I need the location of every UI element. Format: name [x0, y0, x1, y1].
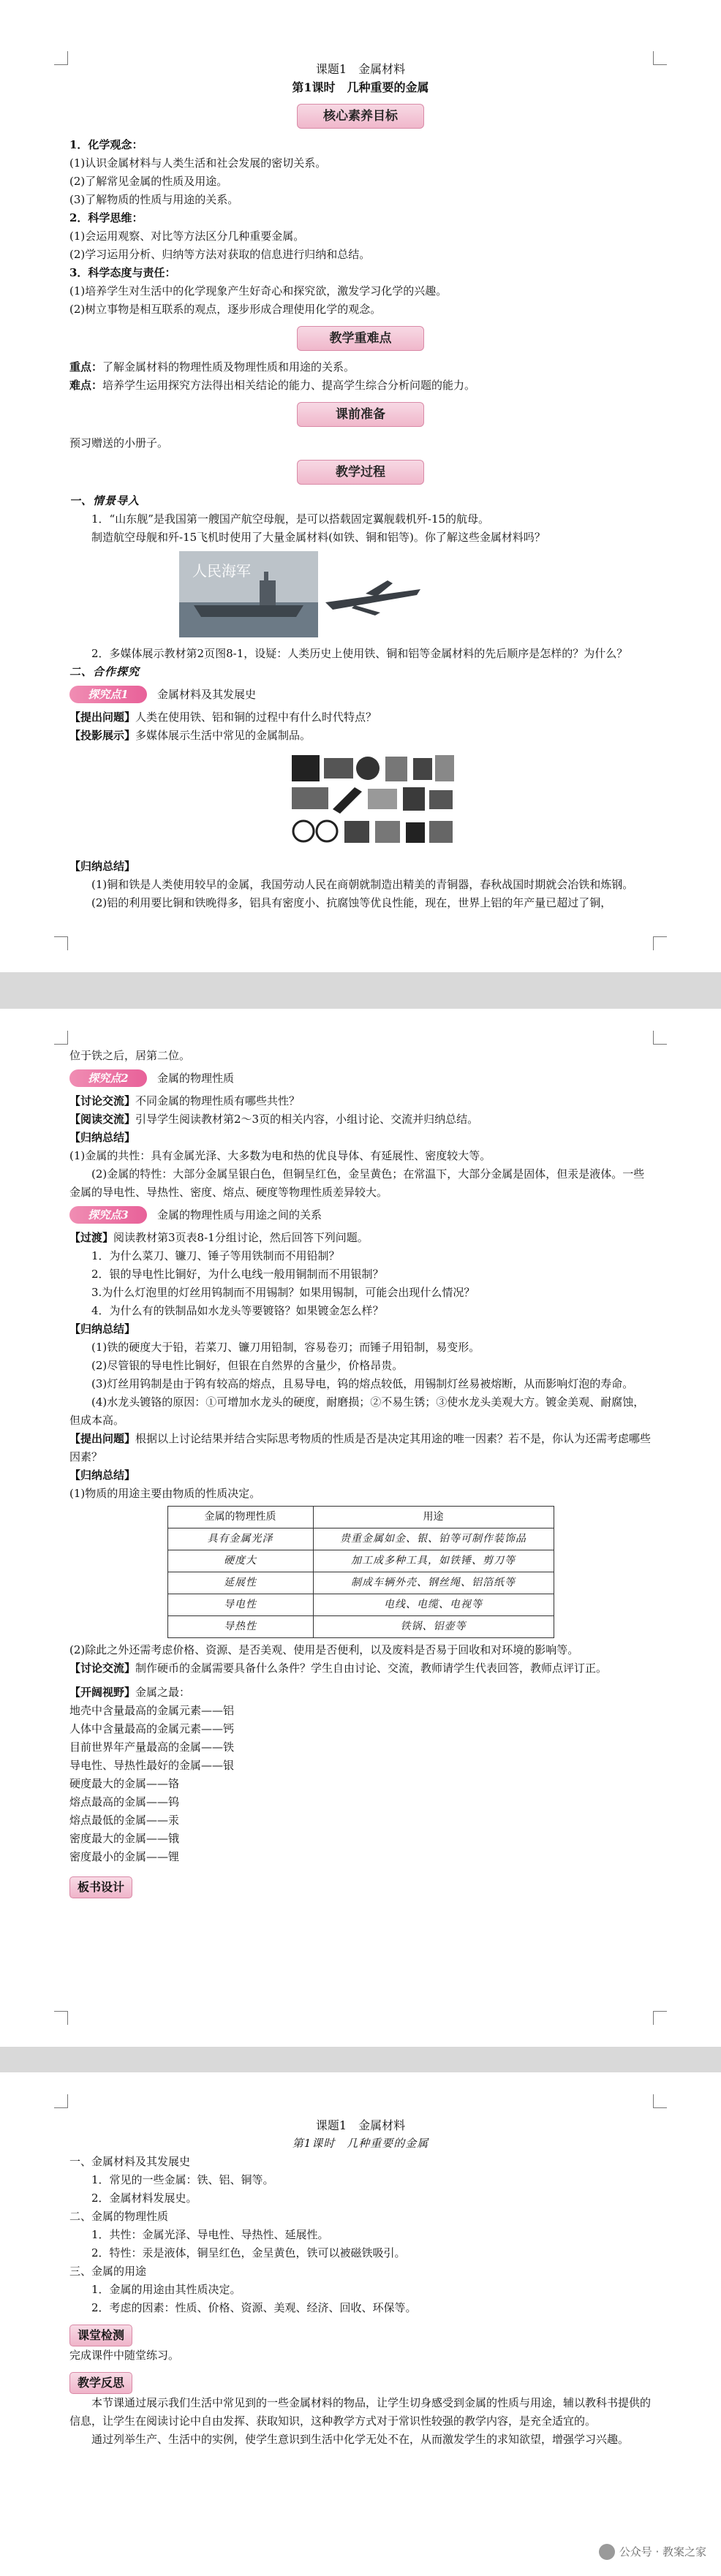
question-line: 3.为什么灯泡里的灯丝用钨制而不用锡制？如果用锡制，可能会出现什么情况？: [91, 1286, 475, 1299]
corner-mark: [653, 2011, 667, 2025]
table-header: 金属的物理性质: [167, 1507, 313, 1528]
record-line: 熔点最低的金属——汞: [69, 1814, 180, 1827]
keypoint-label: 重点：: [69, 360, 103, 374]
explore-tag-2: 探究点2: [69, 1069, 147, 1087]
read-label: 【阅读交流】: [69, 1113, 136, 1126]
goal-line: (1)认识金属材料与人类生活和社会发展的密切关系。: [69, 156, 327, 170]
intro-line: 1．“山东舰”是我国第一艘国产航空母舰，是可以搭载固定翼舰载机歼-15的航母。: [91, 512, 490, 526]
outline-line: 2．金属材料发展史。: [91, 2192, 197, 2205]
outline-line: 1．共性：金属光泽、导电性、导热性、延展性。: [91, 2228, 329, 2241]
literacy-banner: 核心素养目标: [297, 104, 424, 129]
summary-label: 【归纳总结】: [69, 860, 136, 873]
outline-line: 1．金属的用途由其性质决定。: [91, 2283, 241, 2296]
summary-text: (1)铁的硬度大于铅，若菜刀、镰刀用铅制，容易卷刃；而锤子用铅制，易变形。: [91, 1341, 480, 1354]
record-line: 密度最小的金属——锂: [69, 1850, 180, 1863]
lesson-title: 第1课时 几种重要的金属: [292, 80, 429, 94]
summary-text: (2)除此之外还需考虑价格、资源、是否美观、使用是否便利，以及废料是否易于回收和对环境的影响等。: [69, 1643, 579, 1656]
expand-label: 【开阔视野】: [69, 1686, 136, 1699]
page-2: [0, 1009, 721, 2047]
raise-text: 根据以上讨论结果并结合实际思考物质的性质是否是决定其用途的唯一因素？若不是，你认为还需考虑哪些因素？: [69, 1432, 652, 1463]
explore-title-2: 金属的物理性质: [157, 1072, 235, 1085]
prep-banner: 课前准备: [297, 402, 424, 427]
corner-mark: [653, 1031, 667, 1045]
goal-line: 1．化学观念：: [69, 138, 143, 151]
intro-line: 制造航空母舰和歼-15飞机时使用了大量金属材料(如铁、铜和铝等)。你了解这些金属材料吗？: [91, 531, 546, 544]
corner-mark: [653, 51, 667, 65]
corner-mark: [653, 2094, 667, 2108]
corner-mark: [653, 936, 667, 950]
table-row: [167, 1528, 554, 1550]
explore-heading: 二、合作探究: [69, 665, 140, 678]
table-cell: 硬度大: [167, 1550, 313, 1572]
table-cell: 延展性: [167, 1572, 313, 1594]
record-line: 硬度最大的金属——铬: [69, 1777, 180, 1790]
property-use-table: [167, 1506, 554, 1638]
corner-mark: [54, 2011, 68, 2025]
summary-text: (4)水龙头镀铬的原因：①可增加水龙头的硬度，耐磨损；②不易生锈；③使水龙头美观大方。镀金美观、耐腐蚀，但成本高。: [69, 1395, 645, 1427]
record-line: 导电性、导热性最好的金属——银: [69, 1759, 235, 1772]
table-cell: 贵重金属如金、银、铂等可制作装饰品: [313, 1528, 554, 1550]
summary-label: 【归纳总结】: [69, 1322, 136, 1336]
board-design-tag: 板书设计: [69, 1876, 132, 1898]
table-row: [167, 1594, 554, 1616]
wechat-icon: [599, 2544, 615, 2560]
reflection-text: 通过列举生产、生活中的实例，使学生意识到生活中化学无处不在，从而激发学生的求知欲望，增强学习兴趣。: [91, 2433, 630, 2446]
difficulty-label: 难点：: [69, 379, 103, 392]
summary-text: (1)金属的共性：具有金属光泽、大多数为电和热的优良导体、有延展性、密度较大等。: [69, 1149, 491, 1162]
record-line: 人体中含量最高的金属元素——钙: [69, 1722, 235, 1735]
discuss-label: 【讨论交流】: [69, 1094, 136, 1107]
question-line: 2．银的导电性比铜好，为什么电线一般用铜制而不用银制？: [91, 1268, 384, 1281]
lesson-title: 第1课时 几种重要的金属: [292, 2137, 429, 2150]
table-row: [167, 1550, 554, 1572]
outline-line: 2．特性：汞是液体，铜呈红色，金呈黄色，铁可以被磁铁吸引。: [91, 2246, 406, 2259]
summary-text: (1)铜和铁是人类使用较早的金属，我国劳动人民在商朝就制造出精美的青铜器，春秋战国时期就会冶铁和炼钢。: [91, 878, 634, 891]
prep-text: 预习赠送的小册子。: [69, 436, 169, 450]
explore-tag-3: 探究点3: [69, 1206, 147, 1224]
goal-line: (2)了解常见金属的性质及用途。: [69, 175, 228, 188]
page-1: [0, 0, 721, 972]
discuss-label: 【讨论交流】: [69, 1662, 136, 1675]
reflection-tag: 教学反思: [69, 2372, 132, 2394]
corner-mark: [54, 1031, 68, 1045]
outline-line: 一、金属材料及其发展史: [69, 2155, 191, 2168]
transition-text: 阅读教材第3页表8-1分组讨论，然后回答下列问题。: [113, 1231, 369, 1244]
summary-text: (2)铝的利用要比铜和铁晚得多，铝具有密度小、抗腐蚀等优良性能，现在，世界上铝的年产量已超过了铜，: [91, 896, 612, 909]
table-cell: 加工成多种工具，如铁锤、剪刀等: [313, 1550, 554, 1572]
explore-tag-1: 探究点1: [69, 686, 147, 703]
summary-label: 【归纳总结】: [69, 1131, 136, 1144]
intro-line: 2．多媒体展示教材第2页图8-1，设疑：人类历史上使用铁、铜和铝等金属材料的先后顺序是怎样的？为什么？: [91, 647, 628, 660]
photo-caption: 人民海军: [192, 562, 251, 580]
record-line: 目前世界年产量最高的金属——铁: [69, 1740, 235, 1754]
outline-line: 1．常见的一些金属：铁、铝、铜等。: [91, 2173, 274, 2186]
outline-line: 2．考虑的因素：性质、价格、资源、美观、经济、回收、环保等。: [91, 2301, 417, 2314]
outline-line: 二、金属的物理性质: [69, 2210, 169, 2223]
metal-products-photo: [289, 751, 652, 852]
expand-title: 金属之最：: [135, 1686, 191, 1699]
intro-heading: 一、情景导入: [69, 494, 140, 507]
discuss-text: 不同金属的物理性质有哪些共性？: [135, 1094, 301, 1107]
table-row: [167, 1572, 554, 1594]
show-text: 多媒体展示生活中常见的金属制品。: [135, 729, 312, 742]
process-banner: 教学过程: [297, 460, 424, 485]
reflection-text: 本节课通过展示我们生活中常见到的一些金属材料的物品，让学生切身感受到金属的性质与用途，辅以教科书提供的信息，让学生在阅读讨论中自由发挥、获取知识，这种教学方式对于常识性较强的教学内容，是充全适宜的。: [69, 2396, 652, 2428]
table-header: 用途: [313, 1507, 554, 1528]
table-cell: 电线、电缆、电视等: [313, 1594, 554, 1616]
watermark: [599, 2544, 706, 2561]
table-cell: 导热性: [167, 1616, 313, 1638]
record-line: 地壳中含量最高的金属元素——铝: [69, 1704, 235, 1717]
transition-label: 【过渡】: [69, 1231, 114, 1244]
goal-line: (2)树立事物是相互联系的观点，逐步形成合理使用化学的观念。: [69, 303, 382, 316]
summary-text: (2)尽管银的导电性比铜好，但银在自然界的含量少，价格昂贵。: [91, 1359, 404, 1372]
goal-line: (3)了解物质的性质与用途的关系。: [69, 193, 239, 206]
topic-title: 课题1 金属材料: [315, 62, 406, 76]
question-label: 【提出问题】: [69, 711, 136, 724]
difficulty-text: 培养学生运用探究方法得出相关结论的能力、提高学生综合分析问题的能力。: [102, 379, 476, 392]
record-line: 密度最大的金属——锇: [69, 1832, 180, 1845]
corner-mark: [54, 2094, 68, 2108]
table-row: [167, 1616, 554, 1638]
aircraft-carrier-photo: [179, 551, 652, 640]
topic-title: 课题1 金属材料: [315, 2118, 406, 2132]
table-header-row: [167, 1507, 554, 1528]
table-cell: 铁锅、铝壶等: [313, 1616, 554, 1638]
question-line: 1．为什么菜刀、镰刀、锤子等用铁制而不用铅制？: [91, 1249, 340, 1262]
summary-text: (1)物质的用途主要由物质的性质决定。: [69, 1487, 261, 1500]
summary-text: (3)灯丝用钨制是由于钨有较高的熔点，且易导电，钨的熔点较低，用锡制灯丝易被熔断，从而影响灯泡的寿命。: [91, 1377, 634, 1390]
continued-text: 位于铁之后，居第二位。: [69, 1049, 191, 1062]
corner-mark: [54, 936, 68, 950]
goal-line: (1)培养学生对生活中的化学现象产生好奇心和探究欲，激发学习化学的兴趣。: [69, 284, 448, 298]
keypoints-banner: 教学重难点: [297, 326, 424, 351]
summary-label: 【归纳总结】: [69, 1469, 136, 1482]
read-text: 引导学生阅读教材第2～3页的相关内容，小组讨论、交流并归纳总结。: [135, 1113, 479, 1126]
goal-line: 3．科学态度与责任：: [69, 266, 176, 279]
goal-line: (2)学习运用分析、归纳等方法对获取的信息进行归纳和总结。: [69, 248, 371, 261]
page-3: [0, 2072, 721, 2576]
table-cell: 制成车辆外壳、钢丝绳、铝箔纸等: [313, 1572, 554, 1594]
summary-text: (2)金属的特性：大部分金属呈银白色，但铜呈红色，金呈黄色；在常温下，大部分金属是固体，但汞是液体。一些金属的导电性、导热性、密度、熔点、硬度等物理性质差异较大。: [69, 1167, 645, 1199]
corner-mark: [54, 51, 68, 65]
goal-line: (1)会运用观察、对比等方法区分几种重要金属。: [69, 230, 305, 243]
table-cell: 导电性: [167, 1594, 313, 1616]
record-line: 熔点最高的金属——钨: [69, 1795, 180, 1808]
watermark-text: 公众号 · 教案之家: [619, 2545, 706, 2558]
goal-line: 2．科学思维：: [69, 211, 143, 224]
question-text: 人类在使用铁、铝和铜的过程中有什么时代特点？: [135, 711, 377, 724]
explore-title-3: 金属的物理性质与用途之间的关系: [157, 1208, 322, 1221]
check-text: 完成课件中随堂练习。: [69, 2349, 180, 2362]
discuss-text: 制作硬币的金属需要具备什么条件？学生自由讨论、交流，教师请学生代表回答，教师点评订正。: [135, 1662, 608, 1675]
question-line: 4．为什么有的铁制品如水龙头等要镀铬？如果镀金怎么样？: [91, 1304, 384, 1317]
show-label: 【投影展示】: [69, 729, 136, 742]
explore-title-1: 金属材料及其发展史: [157, 688, 257, 701]
raise-label: 【提出问题】: [69, 1432, 136, 1445]
outline-line: 三、金属的用途: [69, 2265, 147, 2278]
table-cell: 具有金属光泽: [167, 1528, 313, 1550]
keypoint-text: 了解金属材料的物理性质及物理性质和用途的关系。: [102, 360, 355, 374]
class-check-tag: 课堂检测: [69, 2325, 132, 2346]
